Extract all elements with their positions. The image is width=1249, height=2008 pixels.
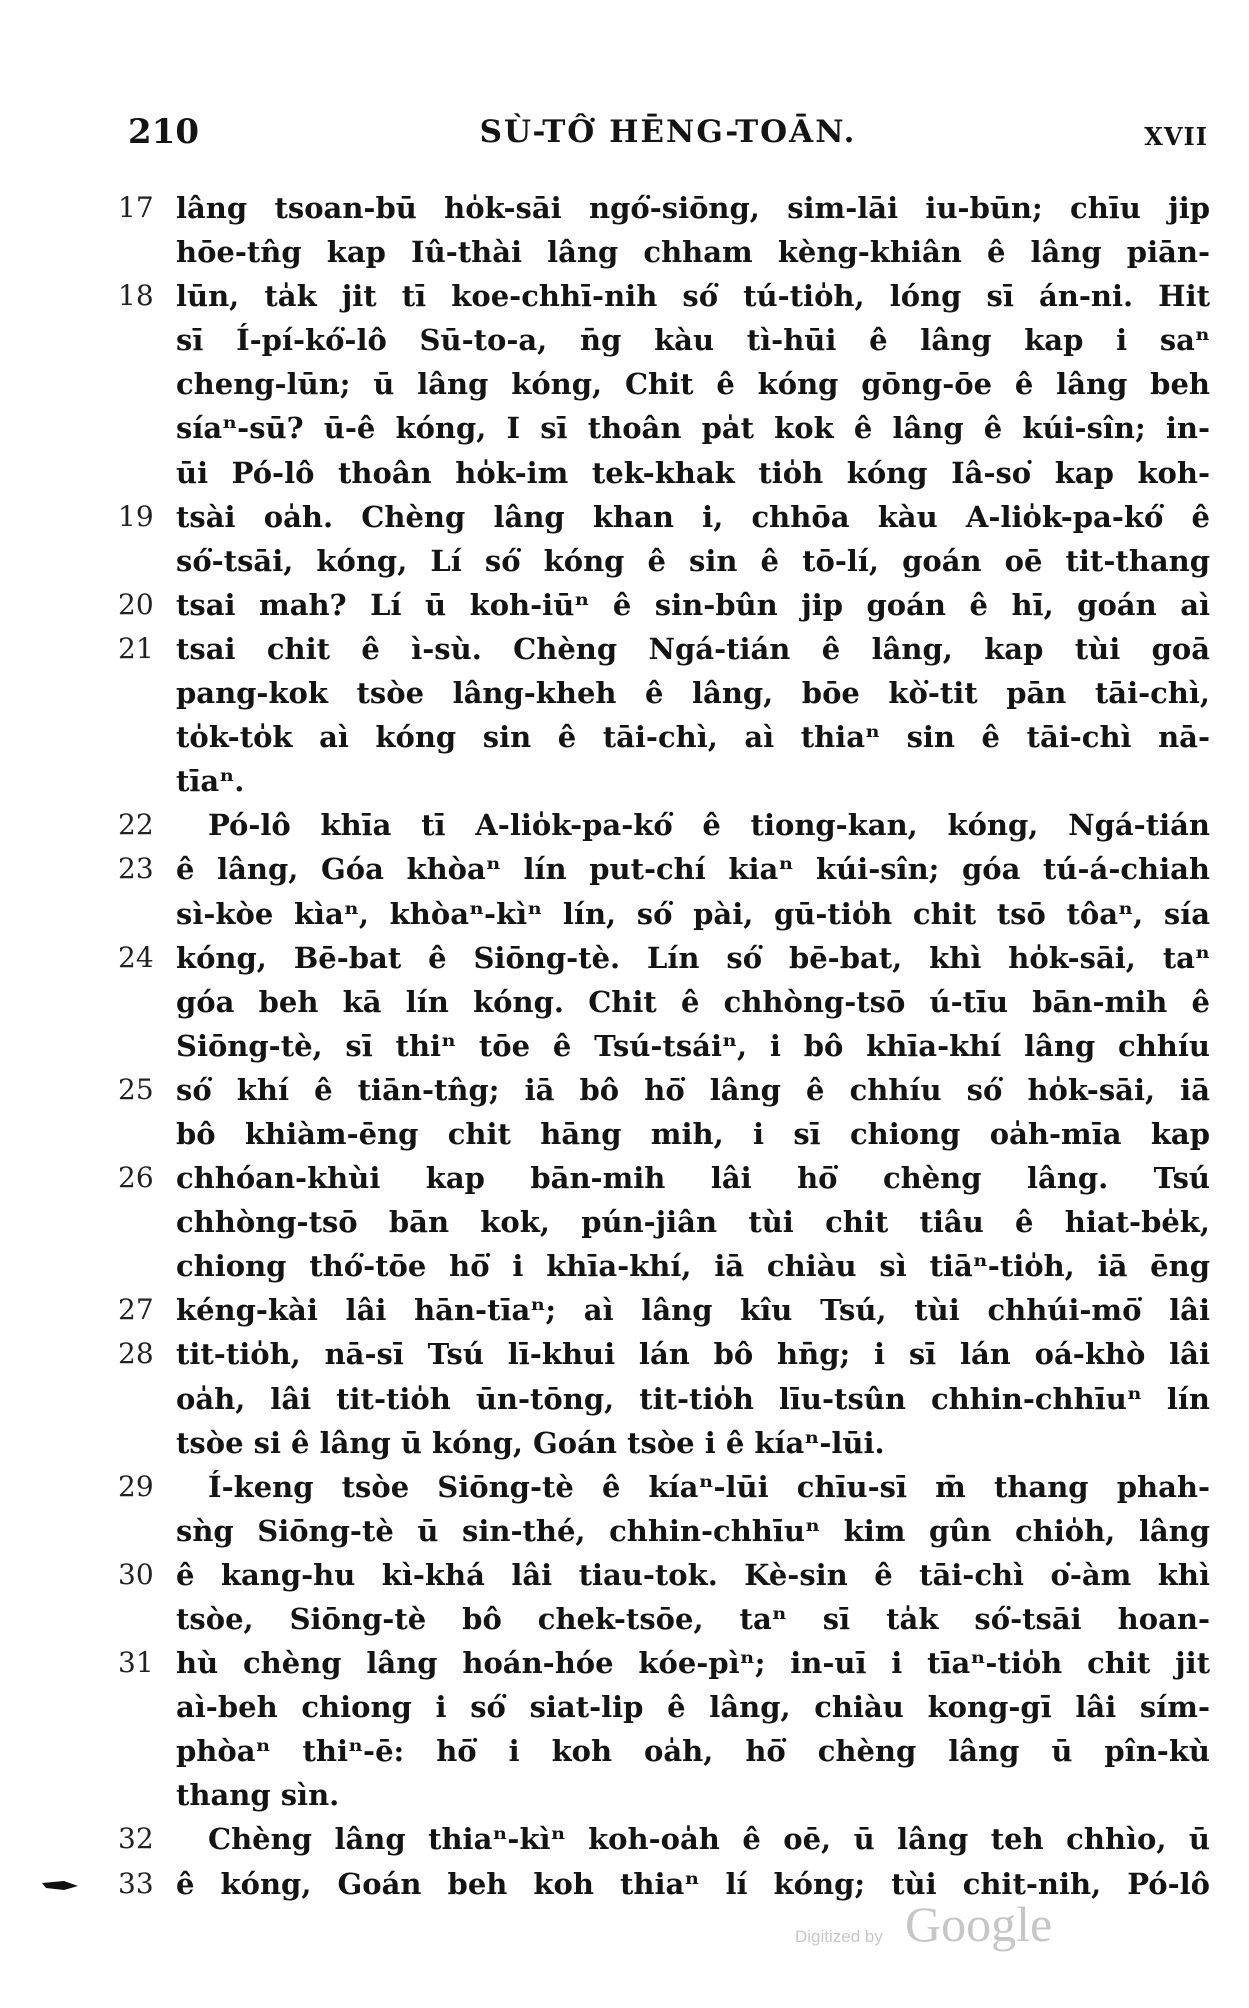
text-line xyxy=(118,186,1210,230)
text-line xyxy=(118,406,1210,450)
verse-number: 31 xyxy=(118,1646,154,1680)
verse-number: 22 xyxy=(118,808,154,842)
line-text: tsai mah? Lí ū koh-iūⁿ ê sin-bûn jip goán ê hī, goán aì xyxy=(176,587,1210,622)
line-text: ê kang-hu kì-khá lâi tiau-tok. Kè-sin ê tāi-chì o͘-àm khì xyxy=(176,1557,1210,1592)
text-line xyxy=(118,1288,1210,1332)
text-line xyxy=(118,1597,1210,1641)
text-line xyxy=(118,671,1210,715)
line-text: lâng tsoan-bū ho̍k-sāi ngó͘-siōng, sim-lāi iu-būn; chīu jip xyxy=(176,191,1210,225)
text-line xyxy=(118,1024,1210,1068)
line-text: ê lâng, Góa khòaⁿ lín put-chí kiaⁿ kúi-sîn; góa tú-á-chiah xyxy=(176,852,1210,887)
verse-number: 27 xyxy=(118,1293,154,1327)
text-line xyxy=(118,980,1210,1024)
verse-number: 19 xyxy=(118,499,154,533)
line-text: ê kóng, Goán beh koh thiaⁿ lí kóng; tùi chit-nih, Pó-lô xyxy=(176,1866,1210,1901)
verse-number: 21 xyxy=(118,631,154,665)
text-line xyxy=(118,495,1210,539)
text-line xyxy=(118,1068,1210,1112)
text-line xyxy=(118,1377,1210,1421)
pointing-hand-mark-icon xyxy=(42,1878,80,1892)
text-line xyxy=(118,230,1210,274)
verse-number: 18 xyxy=(118,279,154,313)
line-text: sī Í-pí-kó͘-lô Sū-to-a, n̄g kàu tì-hūi ê lâng kap i saⁿ xyxy=(176,323,1210,358)
line-text: chhóan-khùi kap bān-mih lâi hō͘ chèng lâng. Tsú xyxy=(176,1161,1210,1196)
google-logo: Google xyxy=(905,1896,1053,1952)
verse-number: 32 xyxy=(118,1822,154,1856)
text-line xyxy=(118,1332,1210,1376)
line-text: tsài oa̍h. Chèng lâng khan i, chhōa kàu A-lio̍k-pa-kó͘ ê xyxy=(176,499,1210,534)
verse-number: 17 xyxy=(118,191,154,224)
line-text: kóng, Bē-bat ê Siōng-tè. Lín só͘ bē-bat, khì ho̍k-sāi, taⁿ xyxy=(176,940,1210,975)
line-text: pang-kok tsòe lâng-kheh ê lâng, bōe kò͘-tit pān tāi-chì, xyxy=(176,676,1210,711)
text-line xyxy=(118,1421,1210,1465)
text-line xyxy=(118,274,1210,318)
line-text: tit-tio̍h, nā-sī Tsú lī-khui lán bô hn̄g; i sī lán oá-khò lâi xyxy=(176,1337,1210,1372)
line-text: sǹg Siōng-tè ū sin-thé, chhin-chhīuⁿ kim gûn chio̍h, lâng xyxy=(176,1513,1210,1548)
line-text: kéng-kài lâi hān-tīaⁿ; aì lâng kîu Tsú, tùi chhúi-mō͘ lâi xyxy=(176,1293,1210,1328)
line-text: ūi Pó-lô thoân ho̍k-im tek-khak tio̍h kóng Iâ-so͘ kap koh- xyxy=(176,455,1210,490)
line-text: to̍k-to̍k aì kóng sin ê tāi-chì, aì thiaⁿ sin ê tāi-chì nā- xyxy=(176,720,1210,755)
chapter-number: XVII xyxy=(1144,122,1208,151)
running-title: SÙ-TÔ͘ HĒNG-TOĀN. xyxy=(479,114,857,150)
text-line xyxy=(118,1641,1210,1685)
verse-number: 23 xyxy=(118,852,154,886)
watermark-prefix: Digitized by xyxy=(795,1927,883,1946)
digitized-watermark xyxy=(795,1893,1095,1963)
text-line xyxy=(118,1509,1210,1553)
text-line xyxy=(118,1817,1210,1861)
line-text: chiong thó͘-tōe hō͘ i khīa-khí, iā chiàu sì tiāⁿ-tio̍h, iā ēng xyxy=(176,1249,1210,1284)
line-text: tsòe, Siōng-tè bô chek-tsōe, taⁿ sī ta̍k só͘-tsāi hoan- xyxy=(176,1602,1210,1636)
text-line xyxy=(118,1112,1210,1156)
text-line xyxy=(118,936,1210,980)
text-line xyxy=(118,627,1210,671)
text-line xyxy=(118,362,1210,406)
verse-number: 26 xyxy=(118,1161,154,1195)
text-line xyxy=(118,539,1210,583)
text-line xyxy=(118,1200,1210,1244)
line-text: hù chèng lâng hoán-hóe kóe-pìⁿ; in-uī i tīaⁿ-tio̍h chit jit xyxy=(176,1646,1210,1681)
line-text: Í-keng tsòe Siōng-tè ê kíaⁿ-lūi chīu-sī m̄ thang phah- xyxy=(208,1469,1210,1504)
text-line xyxy=(118,1773,1210,1817)
text-line xyxy=(118,451,1210,495)
line-text: lūn, ta̍k jit tī koe-chhī-nih só͘ tú-tio̍h, lóng sī án-ni. Hit xyxy=(176,279,1210,314)
text-line xyxy=(118,715,1210,759)
page-header xyxy=(128,112,1208,168)
line-text: só͘-tsāi, kóng, Lí só͘ kóng ê sin ê tō-lí, goán oē tit-thang xyxy=(176,543,1210,578)
line-text: oa̍h, lâi tit-tio̍h ūn-tōng, tit-tio̍h līu-tsûn chhin-chhīuⁿ lín xyxy=(176,1381,1210,1416)
text-line xyxy=(118,1156,1210,1200)
line-text: cheng-lūn; ū lâng kóng, Chit ê kóng gōng-ōe ê lâng beh xyxy=(176,367,1210,402)
line-text: Pó-lô khīa tī A-lio̍k-pa-kó͘ ê tiong-kan, kóng, Ngá-tián xyxy=(208,808,1210,843)
verse-number: 20 xyxy=(118,587,154,621)
line-text: tīaⁿ. xyxy=(176,764,245,799)
text-line xyxy=(118,1553,1210,1597)
text-line xyxy=(118,1465,1210,1509)
line-text: Siōng-tè, sī thiⁿ tōe ê Tsú-tsáiⁿ, i bô khīa-khí lâng chhíu xyxy=(176,1028,1210,1063)
line-text: hōe-tn̂g kap Iû-thài lâng chham kèng-khiân ê lâng piān- xyxy=(176,235,1210,270)
line-text: síaⁿ-sū? ū-ê kóng, I sī thoân pa̍t kok ê lâng ê kúi-sîn; in- xyxy=(176,411,1210,446)
text-line xyxy=(118,1244,1210,1288)
text-line xyxy=(118,583,1210,627)
line-text: sì-kòe kìaⁿ, khòaⁿ-kìⁿ lín, só͘ pài, gū-tio̍h chit tsō tôaⁿ, sía xyxy=(176,896,1210,931)
page-body-text xyxy=(118,186,1210,1906)
line-text: Chèng lâng thiaⁿ-kìⁿ koh-oa̍h ê oē, ū lâng teh chhìo, ū xyxy=(208,1822,1210,1857)
line-text: tsai chit ê ì-sù. Chèng Ngá-tián ê lâng, kap tùi goā xyxy=(176,631,1210,666)
text-line xyxy=(118,759,1210,803)
verse-number: 28 xyxy=(118,1337,154,1371)
line-text: góa beh kā lín kóng. Chit ê chhòng-tsō ú-tīu bān-mih ê xyxy=(176,984,1210,1019)
verse-number: 25 xyxy=(118,1072,154,1106)
text-line xyxy=(118,1685,1210,1729)
verse-number: 30 xyxy=(118,1557,154,1591)
text-line xyxy=(118,1729,1210,1773)
text-line xyxy=(118,318,1210,362)
line-text: chhòng-tsō bān kok, pún-jiân tùi chit tiâu ê hiat-be̍k, xyxy=(176,1205,1210,1240)
text-line xyxy=(118,847,1210,891)
line-text: tsòe si ê lâng ū kóng, Goán tsòe i ê kíaⁿ-lūi. xyxy=(176,1425,885,1460)
text-line xyxy=(118,803,1210,847)
text-line xyxy=(118,892,1210,936)
line-text: thang sìn. xyxy=(176,1778,340,1813)
verse-number: 29 xyxy=(118,1469,154,1503)
line-text: bô khiàm-ēng chit hāng mih, i sī chiong oa̍h-mīa kap xyxy=(176,1116,1210,1151)
verse-number: 33 xyxy=(118,1866,154,1900)
line-text: phòaⁿ thiⁿ-ē: hō͘ i koh oa̍h, hō͘ chèng lâng ū pîn-kù xyxy=(176,1734,1210,1769)
verse-number: 24 xyxy=(118,940,154,974)
line-text: só͘ khí ê tiān-tn̂g; iā bô hō͘ lâng ê chhíu só͘ ho̍k-sāi, iā xyxy=(176,1072,1210,1107)
page-number: 210 xyxy=(128,112,199,152)
line-text: aì-beh chiong i só͘ siat-lip ê lâng, chiàu kong-gī lâi sím- xyxy=(176,1690,1210,1725)
